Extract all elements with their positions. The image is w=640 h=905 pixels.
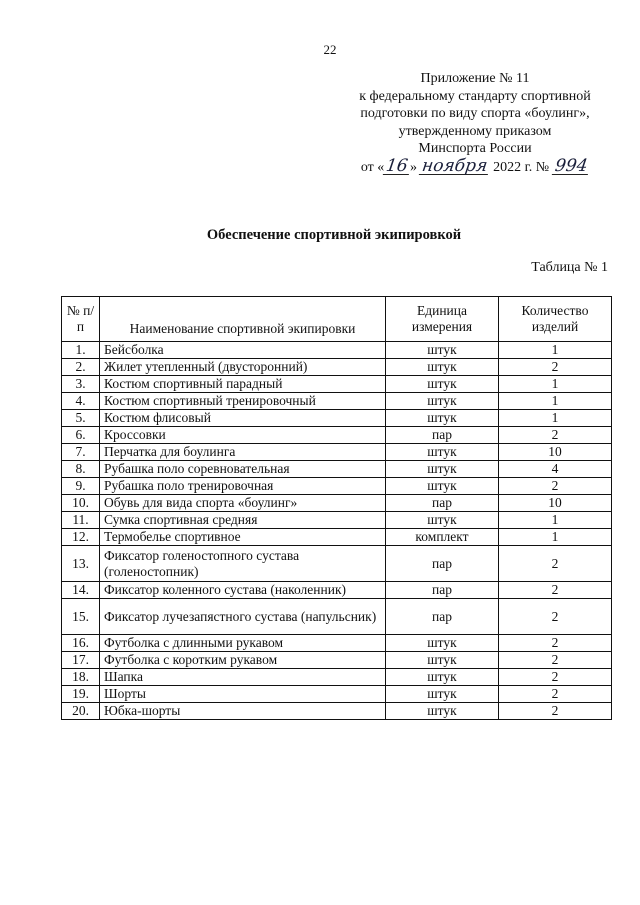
- item-unit: штук: [386, 410, 499, 427]
- table-row: [62, 410, 612, 427]
- item-unit: штук: [386, 478, 499, 495]
- item-quantity: 1: [499, 393, 612, 410]
- item-quantity: 2: [499, 478, 612, 495]
- item-unit: штук: [386, 635, 499, 652]
- table-row: [62, 427, 612, 444]
- item-name: Фиксатор лучезапястного сустава (напульсник): [100, 599, 386, 635]
- table-row: [62, 635, 612, 652]
- table-row: [62, 686, 612, 703]
- table-row: [62, 546, 612, 582]
- item-quantity: 2: [499, 582, 612, 599]
- item-quantity: 2: [499, 359, 612, 376]
- row-number: 7.: [62, 444, 100, 461]
- approval-block: [340, 70, 610, 176]
- order-month-handwritten: ноября: [421, 155, 490, 176]
- row-number: 18.: [62, 669, 100, 686]
- item-name: Термобелье спортивное: [100, 529, 386, 546]
- table-row: [62, 342, 612, 359]
- row-number: 4.: [62, 393, 100, 410]
- item-name: Сумка спортивная средняя: [100, 512, 386, 529]
- table-row: [62, 512, 612, 529]
- order-day-handwritten: 16: [384, 155, 410, 176]
- table-row: [62, 529, 612, 546]
- item-unit: штук: [386, 686, 499, 703]
- item-name: Фиксатор голеностопного сустава (голеностопник): [100, 546, 386, 582]
- item-quantity: 2: [499, 427, 612, 444]
- document-title: Обеспечение спортивной экипировкой: [206, 227, 462, 243]
- item-name: Футболка с коротким рукавом: [100, 652, 386, 669]
- item-quantity: 2: [499, 546, 612, 582]
- item-unit: пар: [386, 495, 499, 512]
- item-unit: штук: [386, 376, 499, 393]
- order-year: 2022 г. №: [493, 159, 550, 175]
- item-quantity: 1: [499, 410, 612, 427]
- order-prefix: от «: [360, 159, 385, 175]
- item-quantity: 1: [499, 376, 612, 393]
- item-name: Костюм спортивный парадный: [100, 376, 386, 393]
- item-quantity: 2: [499, 652, 612, 669]
- item-name: Юбка-шорты: [100, 703, 386, 720]
- item-name: Обувь для вида спорта «боулинг»: [100, 495, 386, 512]
- item-name: Рубашка поло соревновательная: [100, 461, 386, 478]
- item-name: Шапка: [100, 669, 386, 686]
- item-unit: комплект: [386, 529, 499, 546]
- table-row: [62, 444, 612, 461]
- row-number: 16.: [62, 635, 100, 652]
- item-name: Бейсболка: [100, 342, 386, 359]
- item-unit: штук: [386, 512, 499, 529]
- table-row: [62, 359, 612, 376]
- item-name: Футболка с длинными рукавом: [100, 635, 386, 652]
- header-number: № п/п: [62, 297, 100, 342]
- table-row: [62, 703, 612, 720]
- row-number: 8.: [62, 461, 100, 478]
- item-unit: штук: [386, 703, 499, 720]
- item-quantity: 1: [499, 512, 612, 529]
- item-unit: штук: [386, 393, 499, 410]
- header-name: Наименование спортивной экипировки: [100, 297, 386, 342]
- row-number: 12.: [62, 529, 100, 546]
- item-quantity: 1: [499, 529, 612, 546]
- row-number: 20.: [62, 703, 100, 720]
- item-unit: штук: [386, 461, 499, 478]
- item-name: Костюм спортивный тренировочный: [100, 393, 386, 410]
- row-number: 1.: [62, 342, 100, 359]
- table-row: [62, 478, 612, 495]
- item-unit: штук: [386, 669, 499, 686]
- header-quantity: Количество изделий: [499, 297, 612, 342]
- row-number: 14.: [62, 582, 100, 599]
- item-name: Жилет утепленный (двусторонний): [100, 359, 386, 376]
- item-name: Костюм флисовый: [100, 410, 386, 427]
- table-row: [62, 461, 612, 478]
- row-number: 2.: [62, 359, 100, 376]
- item-quantity: 10: [499, 444, 612, 461]
- item-quantity: 2: [499, 703, 612, 720]
- item-quantity: 2: [499, 686, 612, 703]
- item-unit: пар: [386, 599, 499, 635]
- item-unit: пар: [386, 582, 499, 599]
- item-name: Фиксатор коленного сустава (наколенник): [100, 582, 386, 599]
- item-unit: пар: [386, 427, 499, 444]
- row-number: 17.: [62, 652, 100, 669]
- row-number: 9.: [62, 478, 100, 495]
- table-body: [62, 342, 612, 720]
- item-name: Перчатка для боулинга: [100, 444, 386, 461]
- row-number: 13.: [62, 546, 100, 582]
- item-quantity: 2: [499, 635, 612, 652]
- item-name: Шорты: [100, 686, 386, 703]
- table-row: [62, 669, 612, 686]
- item-quantity: 4: [499, 461, 612, 478]
- item-unit: штук: [386, 444, 499, 461]
- approved-by-order: утвержденному приказом: [398, 123, 552, 139]
- item-name: Рубашка поло тренировочная: [100, 478, 386, 495]
- ministry-name: Минспорта России: [418, 141, 532, 156]
- row-number: 6.: [62, 427, 100, 444]
- header-unit: Единица измерения: [386, 297, 499, 342]
- row-number: 19.: [62, 686, 100, 703]
- row-number: 15.: [62, 599, 100, 635]
- table-header-row: [62, 297, 612, 342]
- table-row: [62, 376, 612, 393]
- order-day-close: »: [409, 159, 417, 175]
- table-row: [62, 599, 612, 635]
- row-number: 11.: [62, 512, 100, 529]
- table-row: [62, 582, 612, 599]
- table-row: [62, 393, 612, 410]
- item-unit: штук: [386, 652, 499, 669]
- page-number: 22: [323, 42, 337, 57]
- table-row: [62, 652, 612, 669]
- item-quantity: 2: [499, 599, 612, 635]
- row-number: 3.: [62, 376, 100, 393]
- row-number: 10.: [62, 495, 100, 512]
- appendix-label: Приложение № 11: [420, 71, 530, 86]
- item-unit: пар: [386, 546, 499, 582]
- item-unit: штук: [386, 342, 499, 359]
- order-number-handwritten: 994: [553, 155, 589, 176]
- order-date-line: [340, 155, 610, 177]
- item-quantity: 10: [499, 495, 612, 512]
- row-number: 5.: [62, 410, 100, 427]
- item-name: Кроссовки: [100, 427, 386, 444]
- item-unit: штук: [386, 359, 499, 376]
- standard-reference: к федеральному стандарту спортивной: [359, 88, 591, 104]
- item-quantity: 2: [499, 669, 612, 686]
- table-caption: Таблица № 1: [531, 260, 608, 275]
- equipment-table: [61, 296, 612, 720]
- item-quantity: 1: [499, 342, 612, 359]
- sport-reference: подготовки по виду спорта «боулинг»,: [360, 106, 590, 121]
- table-row: [62, 495, 612, 512]
